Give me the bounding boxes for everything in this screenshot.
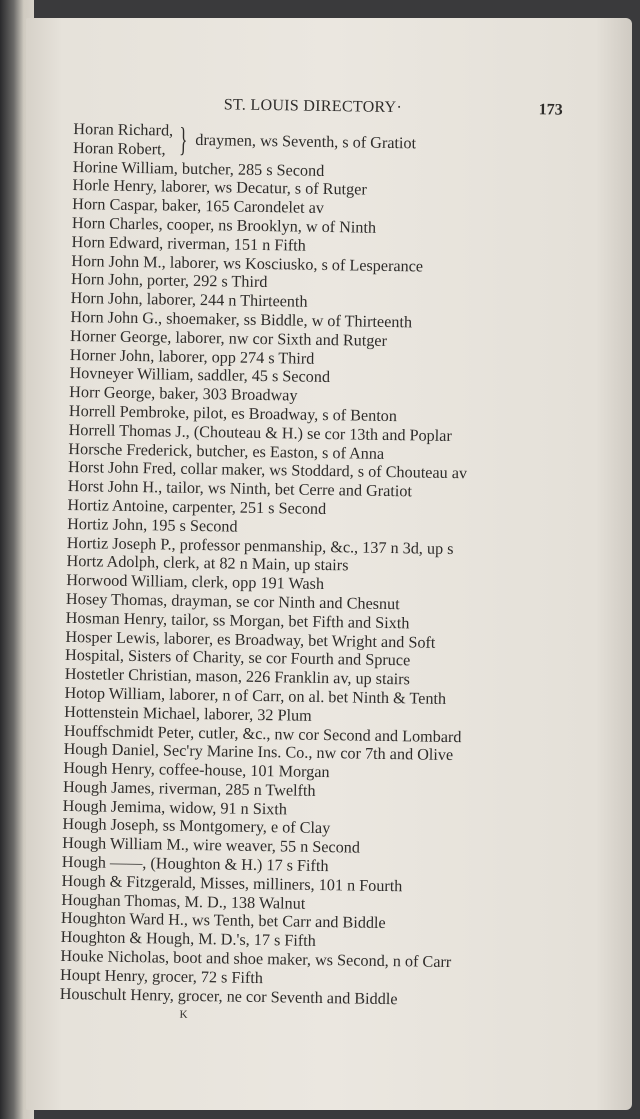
signature-mark: K: [179, 1009, 188, 1022]
directory-entry: Hostetler Christian, mason, 226 Franklin av, up stairs: [64, 665, 411, 689]
brace-mark: }: [178, 121, 188, 159]
directory-entry: Houpt Henry, grocer, 72 s Fifth: [59, 965, 264, 987]
directory-entry: Horst John H., tailor, ws Ninth, bet Cerre and Gratiot: [67, 477, 413, 501]
directory-entry: Horner George, laborer, nw cor Sixth and Rutger: [69, 326, 388, 350]
directory-entry: Houghton Ward H., ws Tenth, bet Carr and Biddle: [60, 909, 386, 933]
page-number: 173: [538, 101, 563, 119]
directory-entry: Horrell Thomas J., (Chouteau & H.) se cor 13th and Poplar: [68, 420, 452, 445]
directory-entry: Horn John G., shoemaker, ss Biddle, w of Thirteenth: [70, 307, 413, 332]
directory-entry: Houghan Thomas, M. D., 138 Walnut: [61, 890, 306, 913]
directory-entry: Horle Henry, laborer, ws Decatur, s of Rutger: [72, 176, 367, 200]
directory-entry: Hough James, riverman, 285 n Twelfth: [62, 777, 316, 800]
directory-entry: Horn Edward, riverman, 151 n Fifth: [71, 232, 306, 255]
directory-entry: Hough ——, (Houghton & H.) 17 s Fifth: [61, 852, 329, 876]
directory-entry: Hough Jemima, widow, 91 n Sixth: [62, 796, 288, 819]
directory-entry: Houschult Henry, grocer, ne cor Seventh and Biddle: [59, 984, 398, 1008]
directory-entry: Hosper Lewis, laborer, es Broadway, bet Wright and Soft: [65, 627, 436, 652]
directory-entry: Horsche Frederick, butcher, es Easton, s of Anna: [68, 439, 385, 463]
directory-entry: Hotop William, laborer, n of Carr, on al. bet Ninth & Tenth: [64, 683, 447, 708]
directory-entry: Horn John M., laborer, ws Kosciusko, s of Lesperance: [71, 251, 424, 276]
directory-entry: Hosman Henry, tailor, ss Morgan, bet Fifth and Sixth: [65, 608, 410, 633]
directory-entry: Hough Daniel, Sec'ry Marine Ins. Co., nw cor 7th and Olive: [63, 740, 454, 765]
directory-entry: Horner John, laborer, opp 274 s Third: [69, 345, 315, 368]
directory-entry: Hosey Thomas, drayman, se cor Ninth and Chesnut: [65, 589, 400, 614]
directory-entry: Hospital, Sisters of Charity, se cor Fourth and Spruce: [64, 646, 411, 670]
directory-entry: Hottenstein Michael, laborer, 32 Plum: [64, 702, 312, 725]
directory-entry: Hough Joseph, ss Montgomery, e of Clay: [62, 815, 331, 838]
directory-entry: Hortiz John, 195 s Second: [67, 514, 238, 536]
directory-entry: Houffschmidt Peter, cutler, &c., nw cor Second and Lombard: [63, 721, 462, 746]
directory-entry: Horwood William, clerk, opp 191 Wash: [66, 571, 325, 594]
directory-entry: Horst John Fred, collar maker, ws Stoddard, s of Chouteau av: [67, 458, 468, 483]
entry-text: draymen, ws Seventh, s of Gratiot: [195, 131, 417, 153]
entry-list: [60, 158, 613, 1012]
directory-entry: Horn Caspar, baker, 165 Carondelet av: [72, 195, 325, 218]
page-content: [59, 90, 614, 1022]
directory-entry: Horine William, butcher, 285 s Second: [72, 157, 325, 180]
entry-name: Horan Robert,: [72, 138, 166, 159]
directory-entry: Hough William M., wire weaver, 55 n Second: [62, 834, 361, 857]
directory-entry: Hough Henry, coffee-house, 101 Morgan: [63, 759, 330, 782]
directory-entry: Horr George, baker, 303 Broadway: [69, 383, 298, 405]
directory-entry: Horrell Pembroke, pilot, es Broadway, s of Benton: [68, 401, 398, 426]
directory-entry: Horn John, laborer, 244 n Thirteenth: [70, 289, 308, 311]
directory-entry: Horn Charles, cooper, ns Brooklyn, w of Ninth: [71, 213, 377, 237]
directory-entry: Houke Nicholas, boot and shoe maker, ws Second, n of Carr: [60, 946, 452, 972]
directory-entry: Hovneyer William, saddler, 45 s Second: [69, 364, 331, 387]
directory-entry: Hortiz Joseph P., professor penmanship, &c., 137 n 3d, up s: [66, 533, 454, 558]
directory-entry: Hortz Adolph, clerk, at 82 n Main, up stairs: [66, 552, 349, 575]
entry-name: Horan Richard,: [73, 119, 174, 140]
directory-entry: Hough & Fitzgerald, Misses, milliners, 101 n Fourth: [61, 871, 403, 896]
directory-page: [26, 18, 632, 1110]
directory-entry: Horn John, porter, 292 s Third: [70, 270, 268, 292]
directory-entry: Houghton & Hough, M. D.'s, 17 s Fifth: [60, 928, 317, 951]
directory-entry: Hortiz Antoine, carpenter, 251 s Second: [67, 495, 327, 518]
running-title: ST. LOUIS DIRECTORY·: [223, 96, 403, 117]
